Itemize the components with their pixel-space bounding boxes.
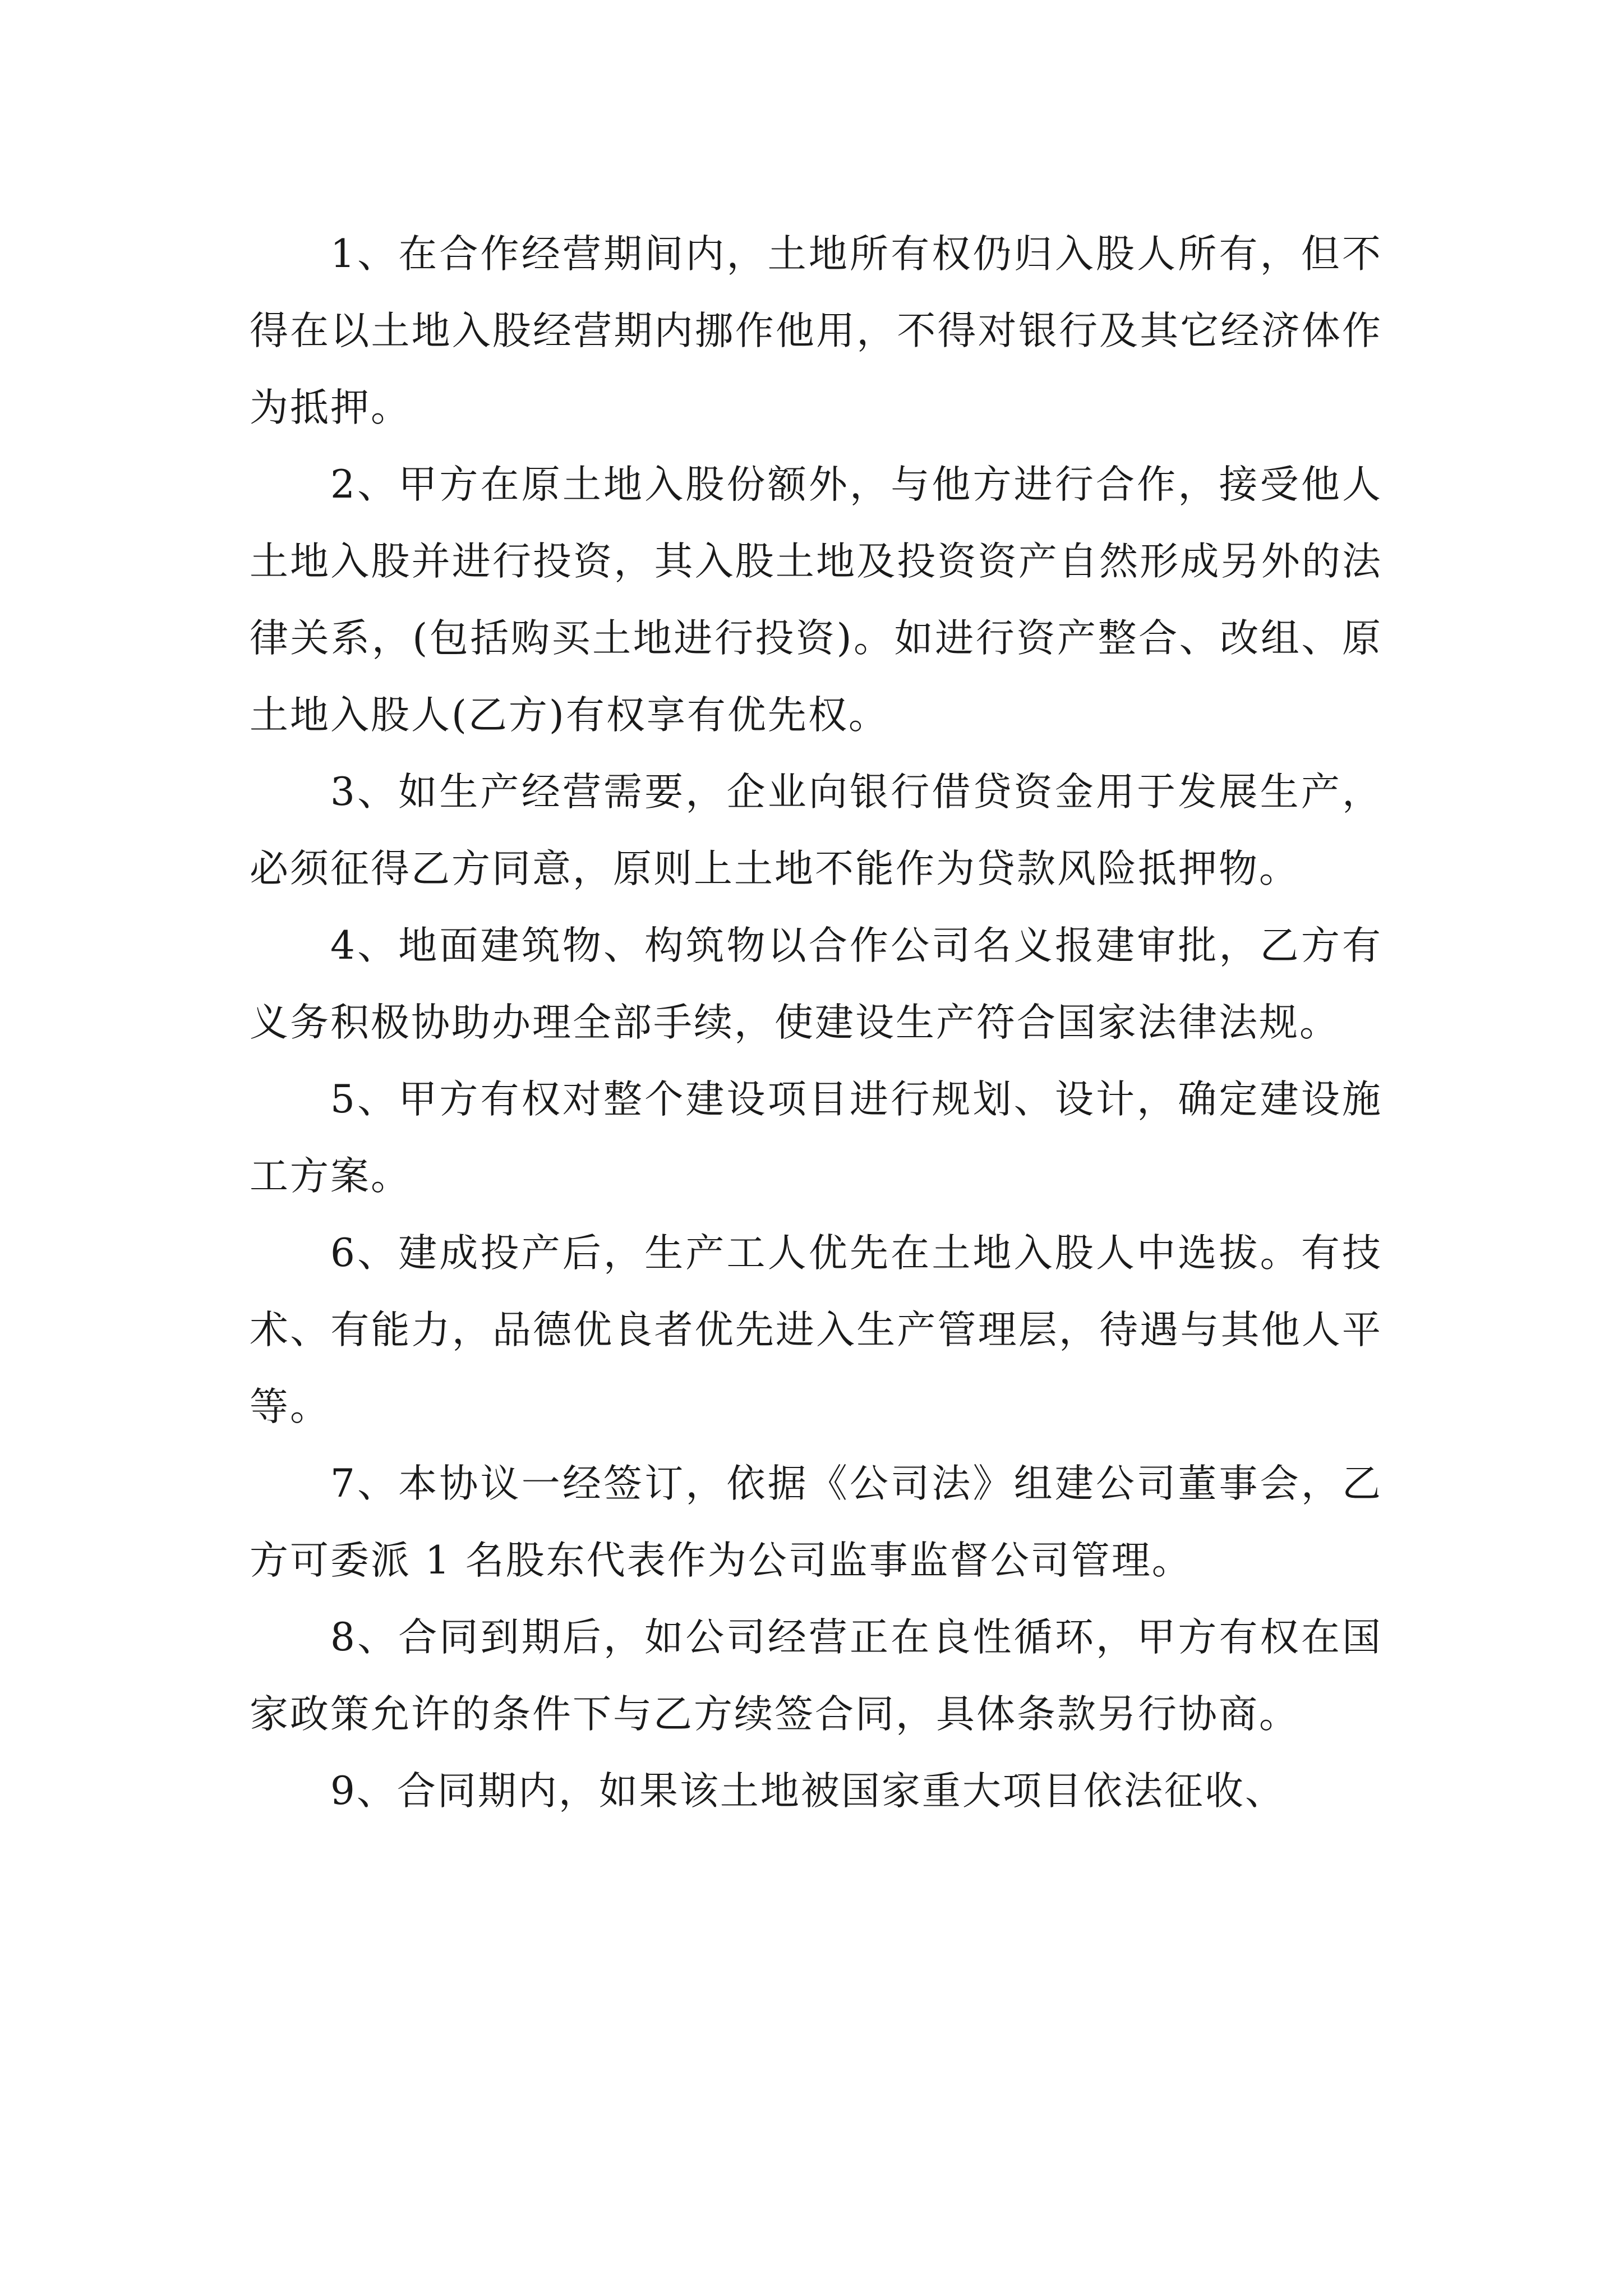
clause-9-paragraph: 9、合同期内，如果该土地被国家重大项目依法征收、 xyxy=(330,1769,1285,1814)
clause-1-paragraph: 1、在合作经营期间内，土地所有权仍归入股人所有，但不得在以土地入股经营期内挪作他用，不得对银行及其它经济体作为抵押。 xyxy=(250,232,1382,430)
clause-4-paragraph: 4、地面建筑物、构筑物以合作公司名义报建审批，乙方有义务积极协助办理全部手续，使建设生产符合国家法律法规。 xyxy=(250,923,1382,1045)
clause-7-paragraph: 7、本协议一经签订，依据《公司法》组建公司董事会，乙方可委派 1 名股东代表作为公司监事监督公司管理。 xyxy=(250,1461,1382,1583)
clause-8-paragraph: 8、合同到期后，如公司经营正在良性循环，甲方有权在国家政策允许的条件下与乙方续签合同，具体条款另行协商。 xyxy=(250,1615,1382,1737)
clause-3-paragraph: 3、如生产经营需要，企业向银行借贷资金用于发展生产，必须征得乙方同意，原则上土地不能作为贷款风险抵押物。 xyxy=(250,770,1382,891)
document-body xyxy=(250,216,1382,1830)
clause-5-paragraph: 5、甲方有权对整个建设项目进行规划、设计，确定建设施工方案。 xyxy=(250,1077,1382,1199)
clause-6-paragraph: 6、建成投产后，生产工人优先在土地入股人中选拔。有技术、有能力，品德优良者优先进入生产管理层，待遇与其他人平等。 xyxy=(250,1231,1382,1429)
clause-2-paragraph: 2、甲方在原土地入股份额外，与他方进行合作，接受他人土地入股并进行投资，其入股土地及投资资产自然形成另外的法律关系，(包括购买土地进行投资)。如进行资产整合、改组、原土地入股人(乙方)有权享有优先权。 xyxy=(250,462,1382,738)
